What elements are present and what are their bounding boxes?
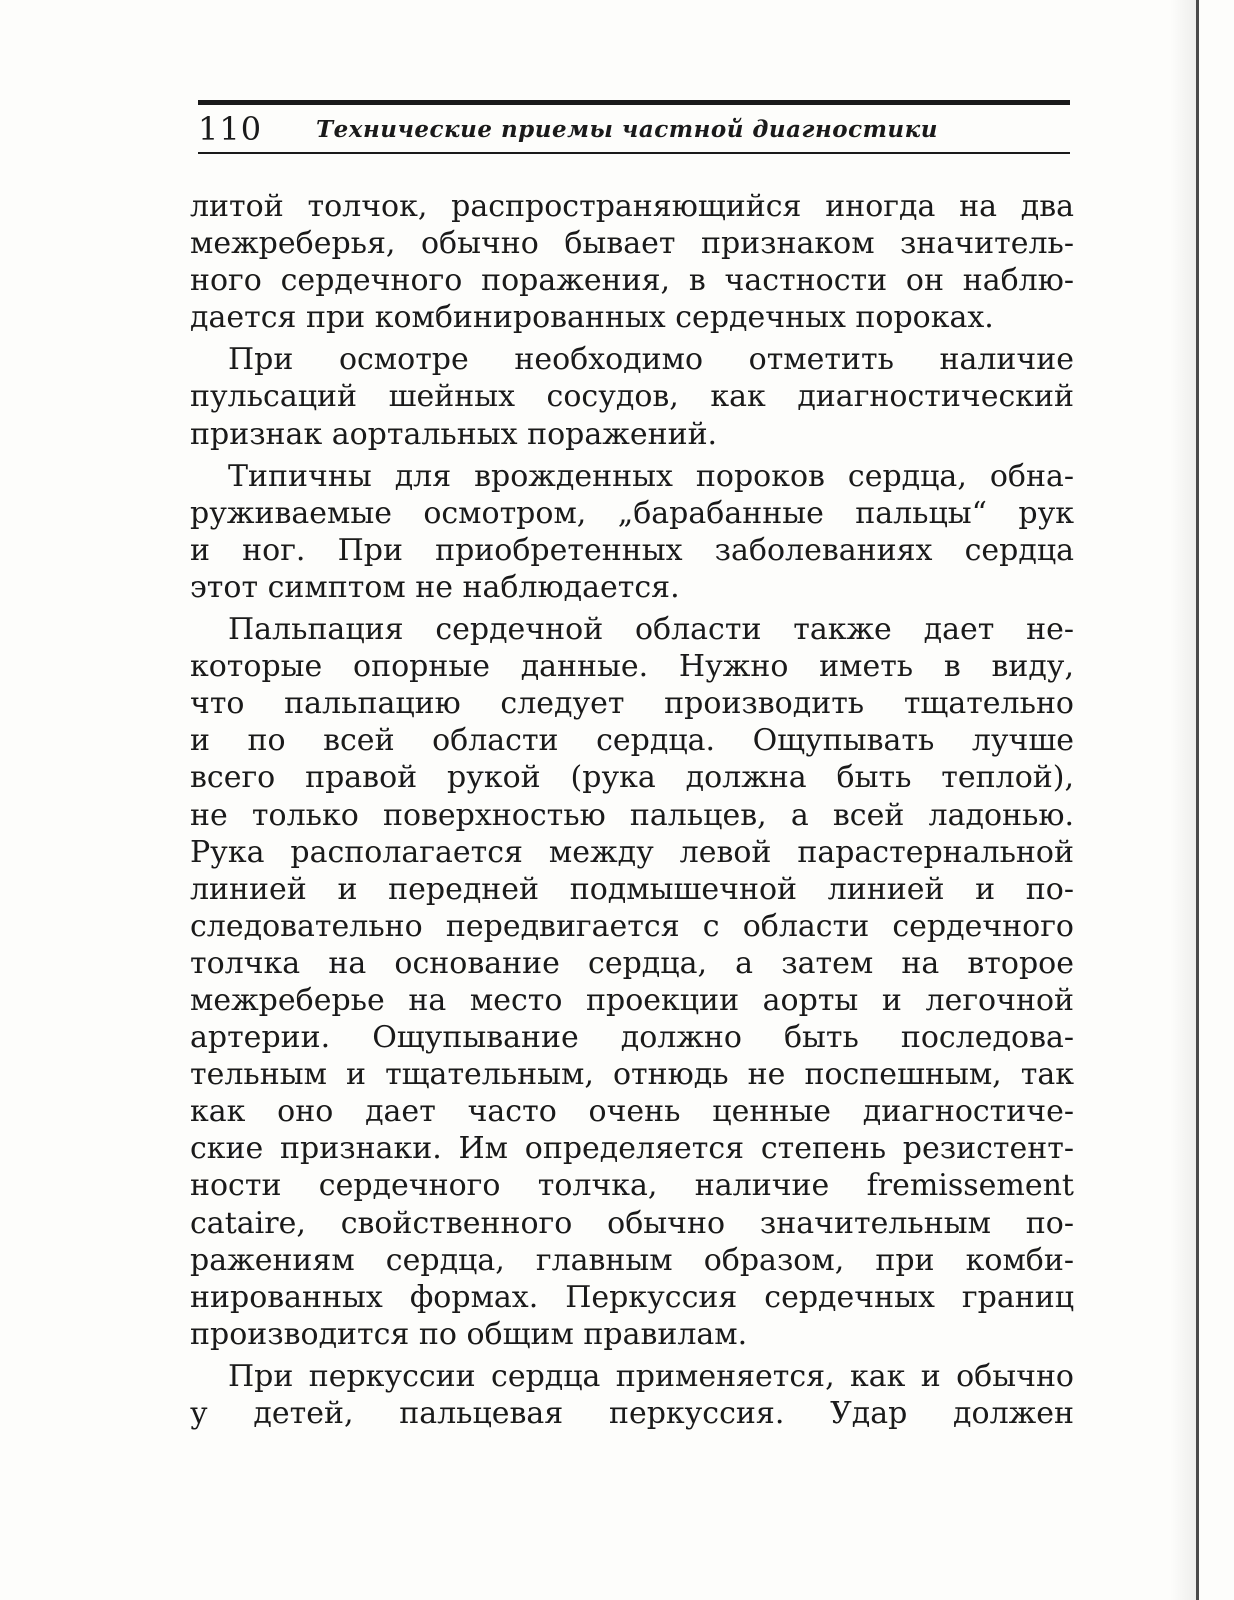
text-line: cataire, свойственного обычно значительным по- [190, 1205, 1074, 1241]
text-line: толчка на основание сердца, а затем на второе [190, 945, 1074, 981]
text-line: дается при комбинированных сердечных пороках. [190, 300, 994, 336]
text-line: следовательно передвигается с области сердечного [190, 908, 1074, 944]
paragraph [190, 611, 1074, 1353]
page-number: 110 [198, 110, 263, 148]
text-line: линией и передней подмышечной линией и по- [190, 871, 1074, 907]
paragraph [190, 458, 1074, 606]
paragraph [190, 1358, 1074, 1432]
book-spine-edge [1196, 0, 1199, 1600]
text-line: ражениям сердца, главным образом, при комби- [190, 1242, 1074, 1278]
text-line: литой толчок, распространяющийся иногда на два [190, 189, 1074, 224]
text-line: ного сердечного поражения, в частности он наблю- [190, 263, 1074, 299]
page-gutter-shadow [1170, 0, 1196, 1600]
text-line: пульсаций шейных сосудов, как диагностический [190, 379, 1074, 415]
text-line: не только поверхностью пальцев, а всей ладонью. [190, 797, 1074, 833]
header-rule-bottom [198, 152, 1070, 154]
header-rule-top [198, 100, 1070, 105]
paragraph [190, 341, 1074, 452]
text-line: как оно дает часто очень ценные диагностиче- [190, 1094, 1074, 1130]
running-head [198, 108, 1070, 150]
text-line: которые опорные данные. Нужно иметь в виду, [190, 649, 1074, 685]
text-line: нированных формах. Перкуссия сердечных границ [190, 1279, 1074, 1315]
text-line: межреберье на место проекции аорты и легочной [190, 982, 1074, 1018]
text-line: у детей, пальцевая перкуссия. Удар должен [190, 1396, 1074, 1431]
text-line: Пальпация сердечной области также дает не- [228, 612, 1074, 648]
text-line: Рука располагается между левой парастернальной [190, 834, 1074, 870]
text-line: тельным и тщательным, отнюдь не поспешным, так [190, 1057, 1074, 1093]
text-line: При перкуссии сердца применяется, как и обычно [228, 1358, 1074, 1394]
text-line: признак аортальных поражений. [190, 416, 718, 452]
text-line: Типичны для врожденных пороков сердца, обна- [228, 458, 1074, 494]
text-line: этот симптом не наблюдается. [190, 569, 680, 605]
body-text [190, 188, 1074, 1437]
paragraph [190, 188, 1074, 336]
running-title: Технические приемы частной диагностики [316, 115, 938, 143]
text-line: и по всей области сердца. Ощупывать лучше [190, 723, 1074, 759]
text-line: артерии. Ощупывание должно быть последова- [190, 1020, 1074, 1056]
text-line: производится по общим правилам. [190, 1316, 748, 1352]
text-line: и ног. При приобретенных заболеваниях сердца [190, 532, 1074, 568]
text-line: что пальпацию следует производить тщательно [190, 686, 1074, 722]
text-line: ские признаки. Им определяется степень резистент- [190, 1131, 1074, 1167]
text-line: руживаемые осмотром, „барабанные пальцы“ рук [190, 495, 1074, 531]
text-line: ности сердечного толчка, наличие fremissement [190, 1168, 1074, 1204]
text-line: При осмотре необходимо отметить наличие [228, 342, 1074, 378]
text-line: всего правой рукой (рука должна быть теплой), [190, 760, 1074, 796]
text-line: межреберья, обычно бывает признаком значитель- [190, 226, 1074, 262]
